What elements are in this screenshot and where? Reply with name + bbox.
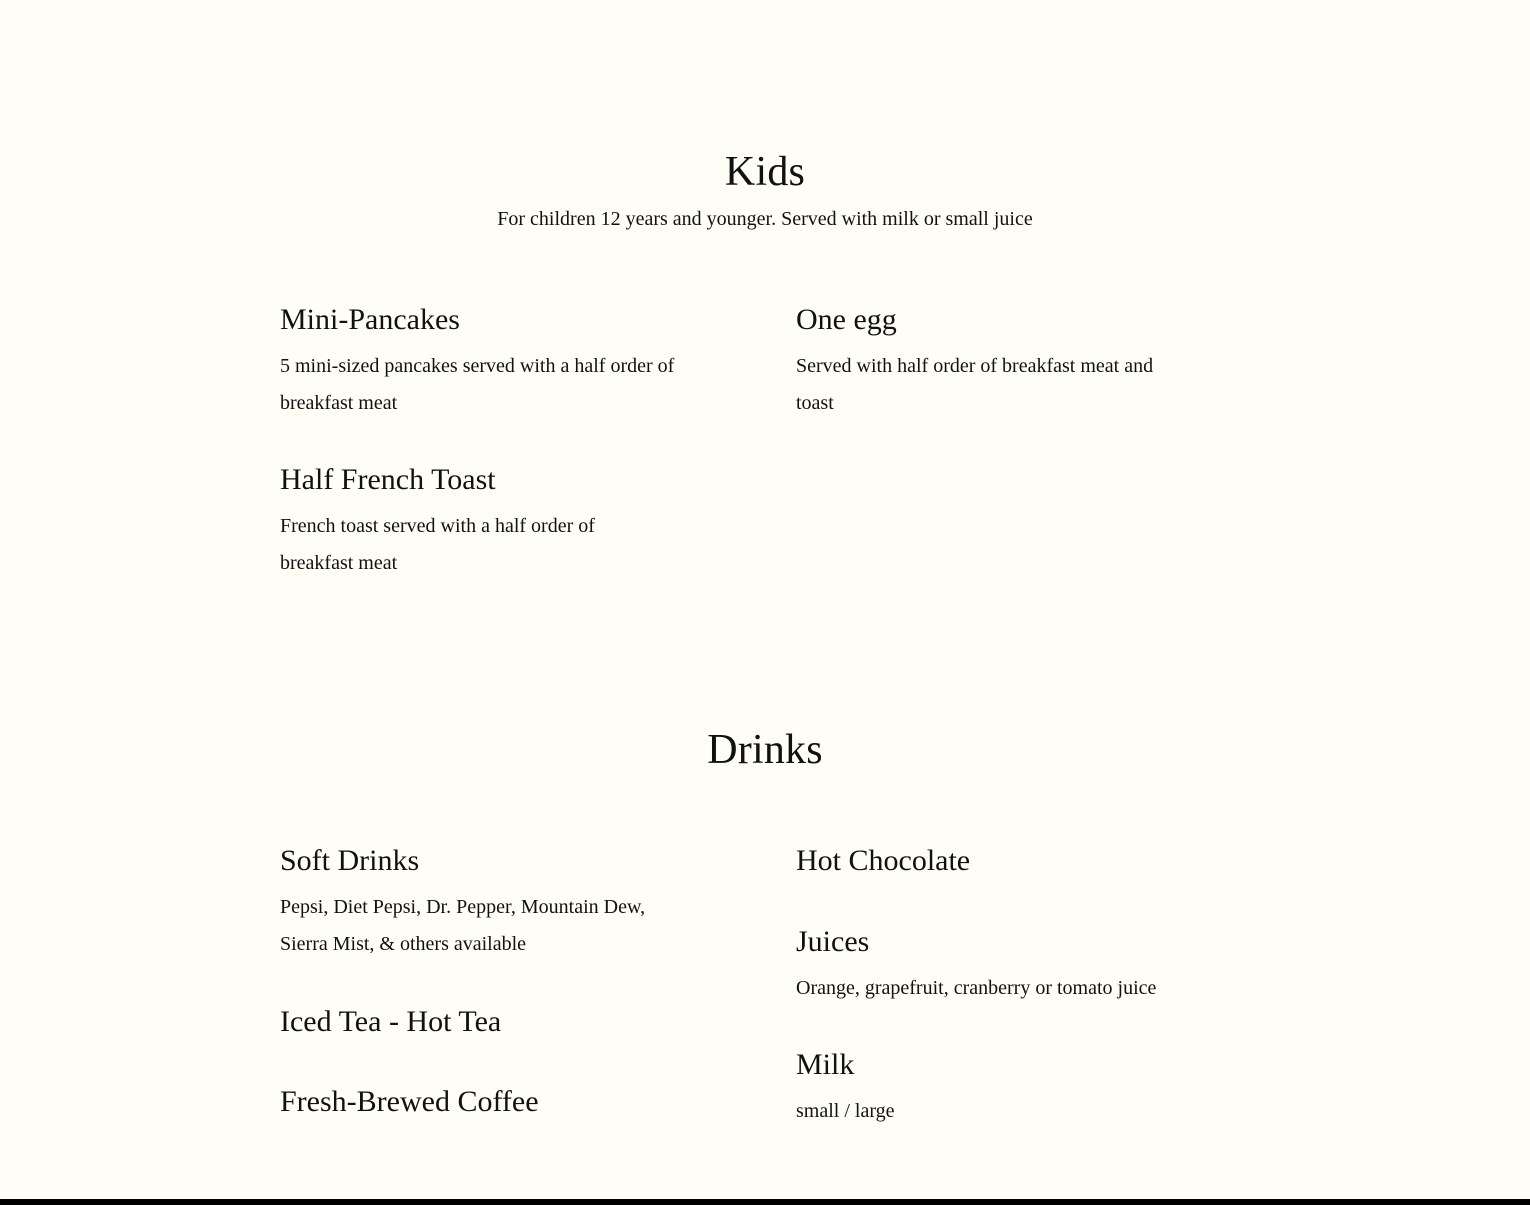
menu-item-hot-chocolate bbox=[796, 844, 1196, 889]
menu-item-one-egg bbox=[796, 303, 1186, 422]
menu-item-name: Fresh-Brewed Coffee bbox=[280, 1085, 539, 1118]
menu-item-mini-pancakes bbox=[280, 303, 680, 422]
menu-item-description: small / large bbox=[796, 1100, 895, 1122]
menu-item-name: Hot Chocolate bbox=[796, 844, 971, 877]
menu-item-soft-drinks bbox=[280, 844, 680, 963]
drinks-section-title: Drinks bbox=[707, 727, 823, 773]
footer-bar bbox=[0, 1199, 1530, 1205]
menu-item-name: Soft Drinks bbox=[280, 844, 420, 877]
menu-item-name: Juices bbox=[796, 925, 870, 958]
menu-item-milk bbox=[796, 1048, 1196, 1130]
menu-item-name: Milk bbox=[796, 1048, 855, 1081]
menu-item-description: Orange, grapefruit, cranberry or tomato juice bbox=[796, 977, 1157, 999]
menu-item-half-french-toast bbox=[280, 463, 640, 582]
menu-item-iced-tea-hot-tea bbox=[280, 1005, 680, 1050]
menu-item-name: Iced Tea - Hot Tea bbox=[280, 1005, 502, 1038]
menu-item-description: Served with half order of breakfast meat and toast bbox=[796, 355, 1154, 414]
menu-item-name: Mini-Pancakes bbox=[280, 303, 460, 336]
menu-item-description: French toast served with a half order of breakfast meat bbox=[280, 515, 595, 574]
kids-section-title: Kids bbox=[724, 149, 806, 195]
menu-item-description: 5 mini-sized pancakes served with a half order of breakfast meat bbox=[280, 355, 675, 414]
menu-item-name: Half French Toast bbox=[280, 463, 496, 496]
menu-item-juices bbox=[796, 925, 1216, 1007]
menu-item-description: Pepsi, Diet Pepsi, Dr. Pepper, Mountain Dew, Sierra Mist, & others available bbox=[280, 896, 646, 955]
menu-item-name: One egg bbox=[796, 303, 897, 336]
menu-item-fresh-brewed-coffee bbox=[280, 1085, 680, 1130]
kids-section-subtitle: For children 12 years and younger. Served with milk or small juice bbox=[497, 208, 1033, 230]
